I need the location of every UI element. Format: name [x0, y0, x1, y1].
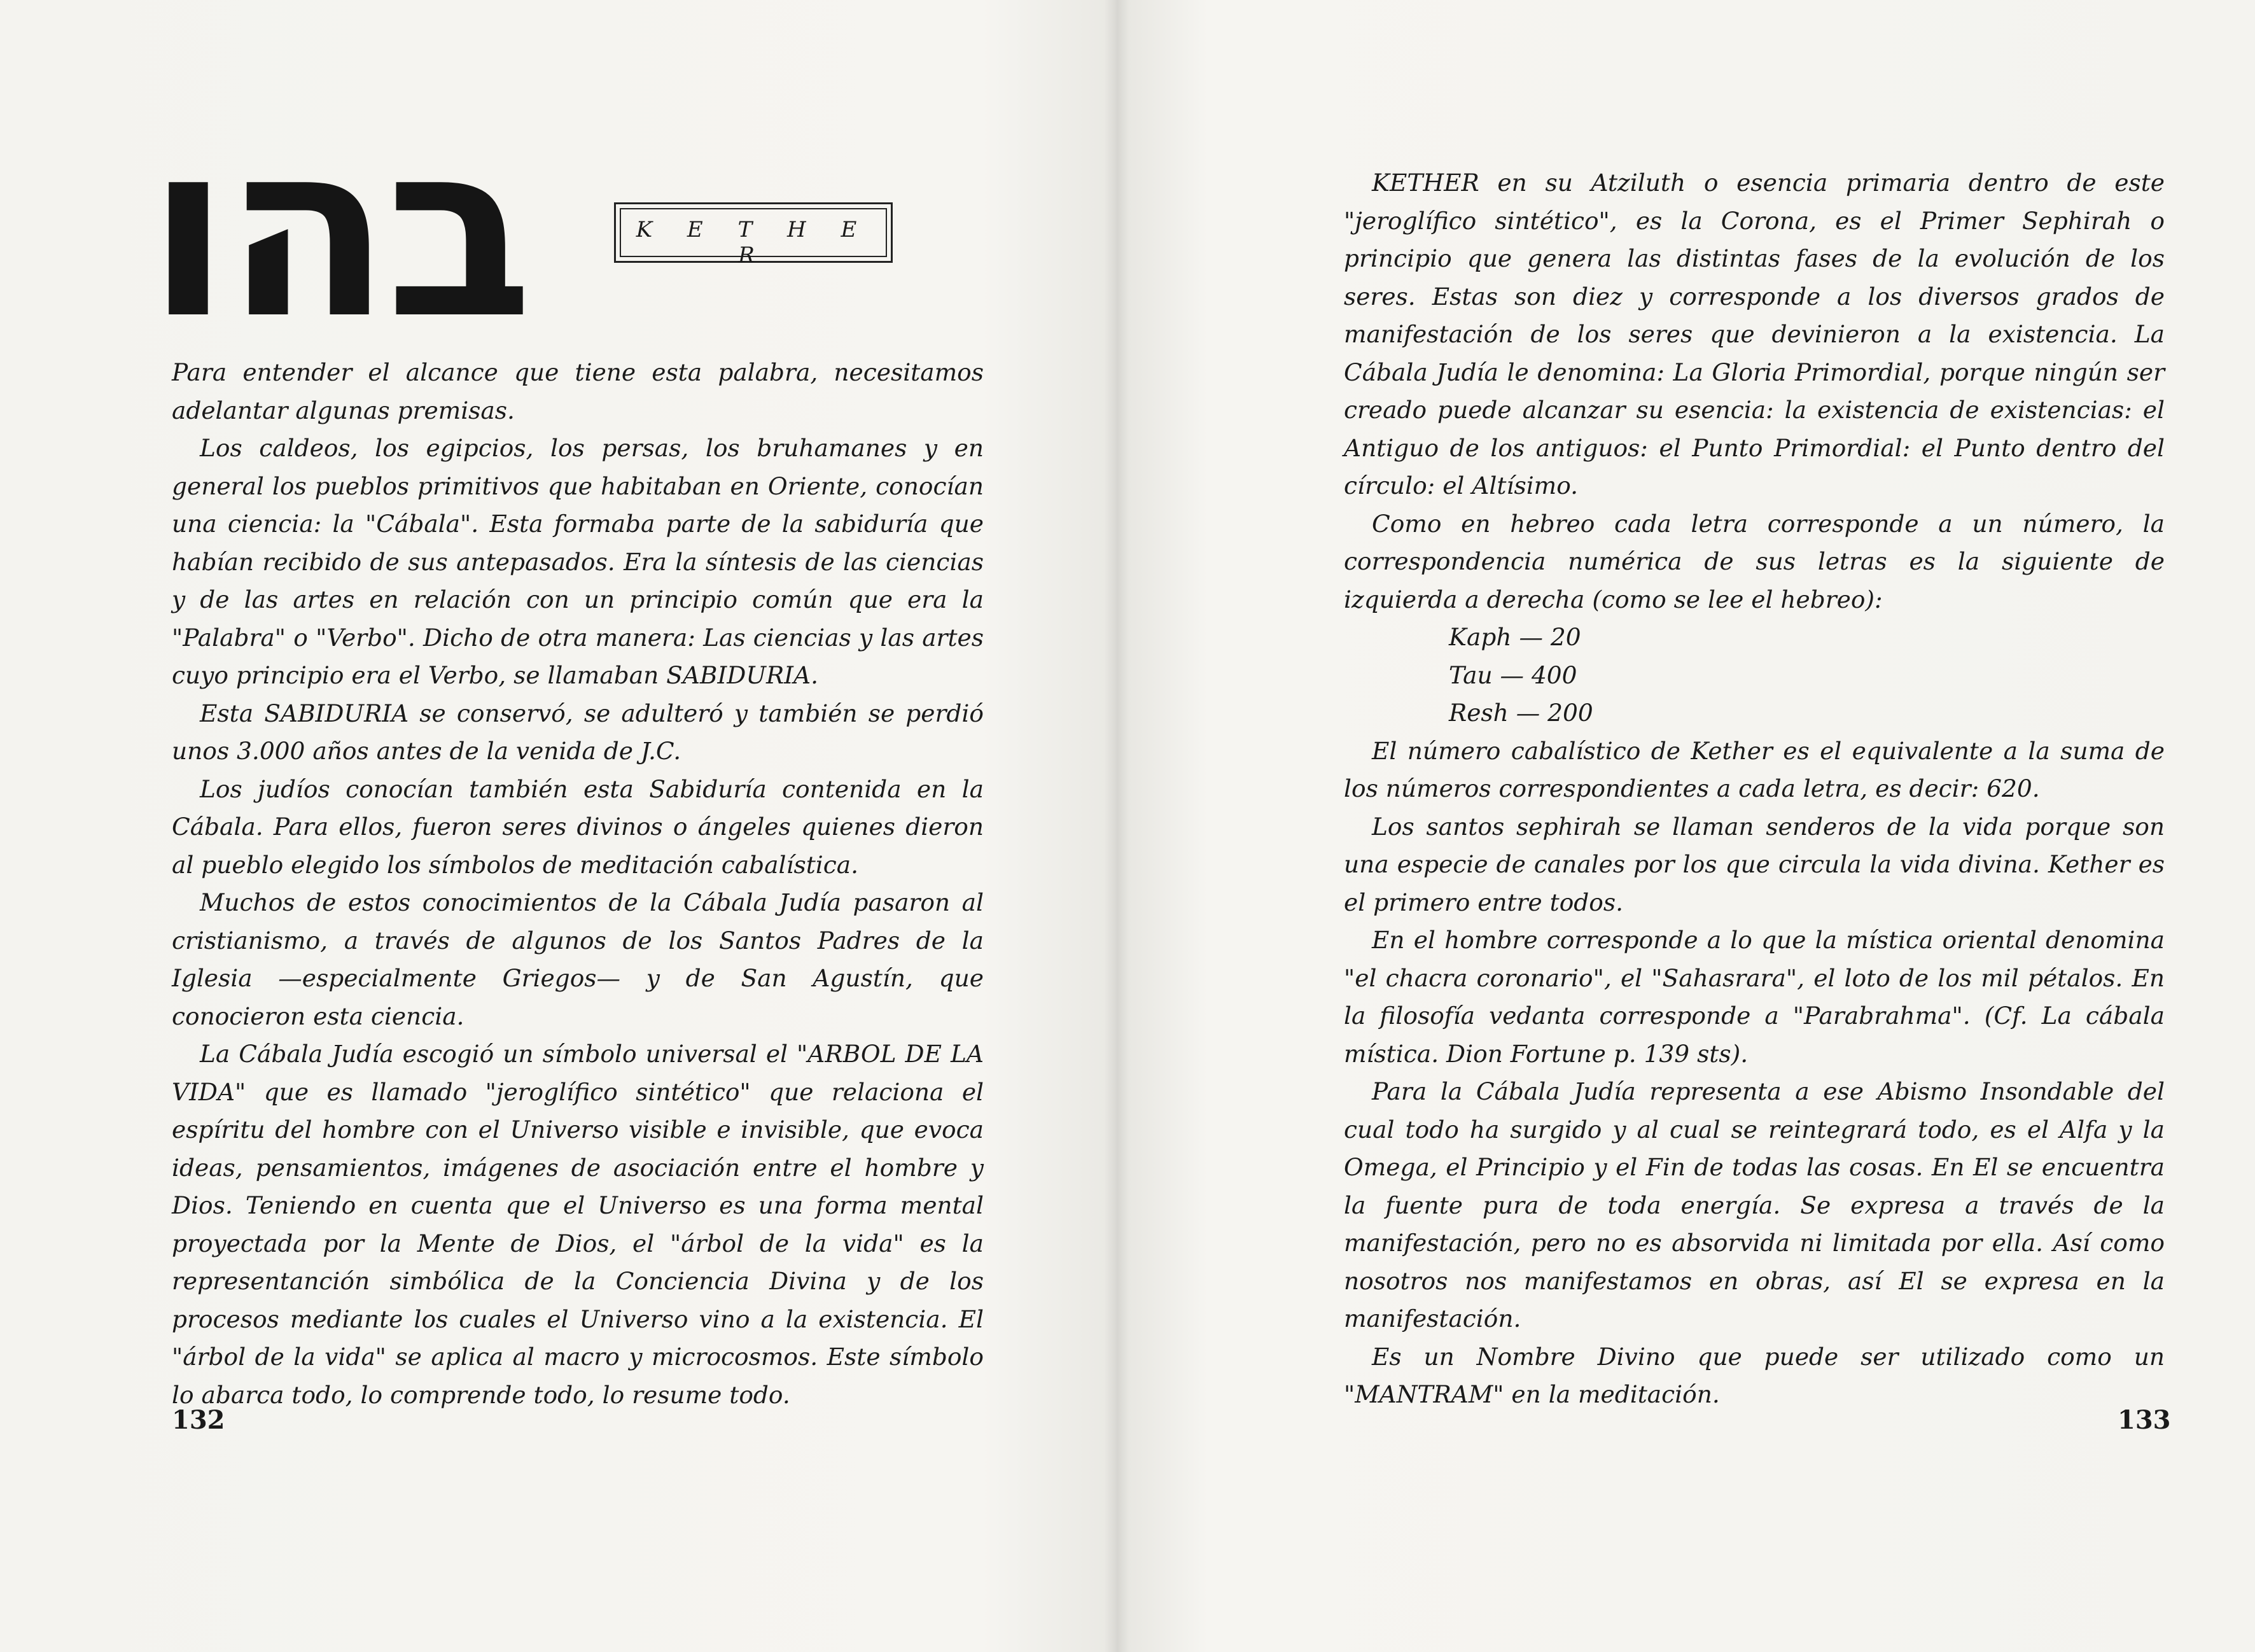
- paragraph: En el hombre corresponde a lo que la mística oriental denomina "el chacra coronario", el "Sahasrara", el loto de los mil pétalos. En la filosofía vedanta corresponde a "Parabrahma". (Cf. La cábala mística. Dion Fortune p. 139 sts).: [1344, 926, 2165, 1068]
- book-gutter: [1104, 0, 1129, 1652]
- list-item: Kaph — 20: [1449, 623, 1581, 651]
- paragraph: La Cábala Judía escogió un símbolo universal el "ARBOL DE LA VIDA" que es llamado "jeroglífico sintético" que relaciona el espíritu del hombre con el Universo visible e invisible, que evoca ideas, pensamientos, imágenes de asociación entre el hombre y Dios. Teniendo en cuenta que el Universo es una forma mental proyectada por la Mente de Dios, el "árbol de la vida" es la representanción simbólica de la Conciencia Divina y de los procesos mediante los cuales el Universo vino a la existencia. El "árbol de la vida" se aplica al macro y microcosmos. Este símbolo lo abarca todo, lo comprende todo, lo resume todo.: [172, 1040, 984, 1409]
- paragraph: Esta SABIDURIA se conservó, se adulteró y también se perdió unos 3.000 años antes de la venida de J.C.: [172, 699, 984, 765]
- paragraph: Los caldeos, los egipcios, los persas, los bruhamanes y en general los pueblos primitivos que habitaban en Oriente, conocían una ciencia: la "Cábala". Esta formaba parte de la sabiduría que habían recibido de sus antepasados. Era la síntesis de las ciencias y de las artes en relación con un principio común que era la "Palabra" o "Verbo". Dicho de otra manera: Las ciencias y las artes cuyo principio era el Verbo, se llamaban SABIDURIA.: [172, 434, 984, 689]
- list-item: Resh — 200: [1449, 699, 1593, 727]
- right-page: [1117, 0, 2255, 1652]
- page-number: 133: [2118, 1405, 2171, 1435]
- paragraph: KETHER en su Atziluth o esencia primaria dentro de este "jeroglífico sintético", es la Corona, es el Primer Sephirah o principio que genera las distintas fases de la evolución de los seres. Estas son diez y corresponde a los diversos grados de manifestación de los seres que devinieron a la existencia. La Cábala Judía le denomina: La Gloria Primordial, porque ningún ser creado puede alcanzar su esencia: la existencia de existencias: el Antiguo de los antiguos: el Punto Primordial: el Punto dentro del círculo: el Altísimo.: [1344, 169, 2165, 500]
- paragraph: Muchos de estos conocimientos de la Cábala Judía pasaron al cristianismo, a través de algunos de los Santos Padres de la Iglesia —especialmente Griegos— y de San Agustín, que conocieron esta ciencia.: [172, 888, 984, 1030]
- paragraph: Para entender el alcance que tiene esta palabra, necesitamos adelantar algunas premisas.: [172, 358, 984, 424]
- left-body-text: [172, 354, 984, 1414]
- right-body-text: [1344, 164, 2165, 1414]
- hebrew-title: בהו: [146, 90, 528, 372]
- section-label-box: [614, 202, 893, 268]
- section-label: K E T H E R: [636, 217, 871, 268]
- paragraph: El número cabalístico de Kether es el equivalente a la suma de los números correspondientes a cada letra, es decir: 620.: [1344, 736, 2165, 802]
- list-item: Tau — 400: [1449, 661, 1577, 689]
- paragraph: Es un Nombre Divino que puede ser utilizado como un "MANTRAM" en la meditación.: [1344, 1342, 2165, 1408]
- paragraph: Los judíos conocían también esta Sabiduría contenida en la Cábala. Para ellos, fueron seres divinos o ángeles quienes dieron al pueblo elegido los símbolos de meditación cabalística.: [172, 774, 984, 879]
- paragraph: Para la Cábala Judía representa a ese Abismo Insondable del cual todo ha surgido y al cual se reintegrará todo, es el Alfa y la Omega, el Principio y el Fin de todas las cosas. En El se encuentra la fuente pura de toda energía. Se expresa a través de la manifestación, pero no es absorvida ni limitada por ella. Así como nosotros nos manifestamos en obras, así El se expresa en la manifestación.: [1344, 1077, 2165, 1333]
- page-number: 132: [172, 1405, 225, 1435]
- left-page: [0, 0, 1117, 1652]
- paragraph: Como en hebreo cada letra corresponde a un número, la correspondencia numérica de sus letras es la siguiente de izquierda a derecha (como se lee el hebreo):: [1344, 509, 2165, 613]
- paragraph: Los santos sephirah se llaman senderos de la vida porque son una especie de canales por los que circula la vida divina. Kether es el primero entre todos.: [1344, 812, 2165, 916]
- letter-value-list: [1344, 619, 2165, 732]
